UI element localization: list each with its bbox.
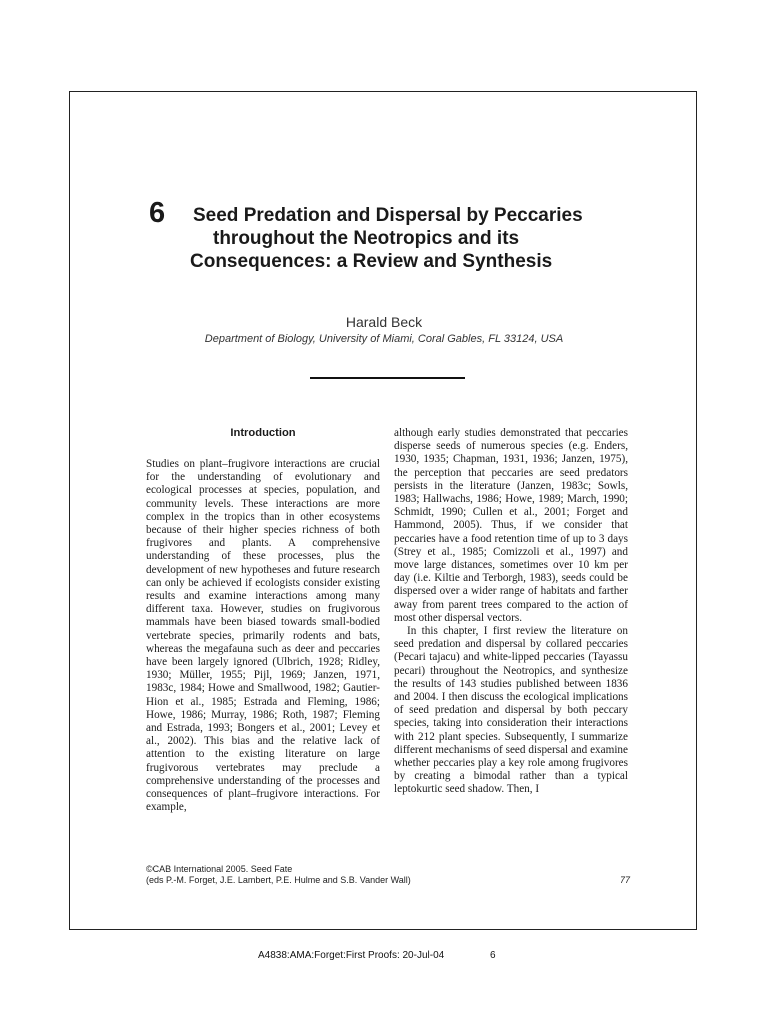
title-divider xyxy=(310,377,465,379)
page-number: 77 xyxy=(619,875,630,885)
author-name: Harald Beck xyxy=(345,314,423,330)
section-heading: Introduction xyxy=(230,427,296,439)
chapter-title-line: throughout the Neotropics and its xyxy=(213,228,520,249)
chapter-number: 6 xyxy=(149,197,166,229)
proof-label: A4838:AMA:Forget:First Proofs: 20-Jul-04 xyxy=(258,950,445,961)
body-paragraph: although early studies demonstrated that peccaries disperse seeds of numerous species (e.g. Enders, 1930, 1935; Chapman, 1931, 1936; Janzen, 1975), the perception that peccaries are seed predators persists in the literature (Janzen, 1983c; Sowls, 1983; Hallwachs, 1986; Howe, 1989; March, 1990; Schmidt, 1990; Cullen et al., 2001; Forget and Hammond, 2005). Thus, if we consider that peccaries have a food retention time of up to 3 days (Strey et al., 1985; Comizzoli et al., 1997) and move large distances, sometimes over 10 km per day (i.e. Kiltie and Terborgh, 1983), seeds could be dispersed over a wider range of habitats and farther away from parent trees compared to the action of most other dispersal vectors. xyxy=(394,427,628,624)
chapter-title-line: Consequences: a Review and Synthesis xyxy=(190,251,553,272)
left-column xyxy=(146,427,380,814)
body-paragraph: Studies on plant–frugivore interactions are crucial for the understanding of evolutionary and ecological processes at species, population, and community levels. These interactions are more complex in the tropics than in other ecosystems because of their higher species richness of both frugivores and plants. A comprehensive understanding of these processes, plus the development of new hypotheses and future research can only be achieved if ecologists consider existing results and examine interactions among many different taxa. However, studies on frugivorous mammals have been biased towards small-bodied vertebrate species, primarily rodents and bats, whereas the megafauna such as deer and peccaries have been largely ignored (Ulbrich, 1928; Ridley, 1930; Müller, 1955; Pijl, 1969; Janzen, 1971, 1983c, 1984; Howe and Smallwood, 1982; Gautier-Hion et al., 1985; Estrada and Fleming, 1986; Howe, 1986; Murray, 1986; Roth, 1987; Fleming and Estrada, 1993; Bongers et al., 2001; Levey et al., 2002). This bias and the relative lack of attention to the existing literature on large frugivorous vertebrates may preclude a comprehensive understanding of the processes and consequences of plant–frugivore interactions. For example, xyxy=(146,458,380,814)
right-column xyxy=(394,427,628,797)
proof-number: 6 xyxy=(489,950,496,961)
page-footer xyxy=(146,864,630,886)
editors-line: (eds P.-M. Forget, J.E. Lambert, P.E. Hulme and S.B. Vander Wall) xyxy=(146,875,411,885)
author-affiliation: Department of Biology, University of Miami, Coral Gables, FL 33124, USA xyxy=(204,333,564,345)
chapter-title-line: Seed Predation and Dispersal by Peccaries xyxy=(193,205,583,226)
copyright-line: ©CAB International 2005. Seed Fate xyxy=(146,864,293,874)
chapter-title xyxy=(190,204,653,273)
body-paragraph: In this chapter, I first review the literature on seed predation and dispersal by collared peccaries (Pecari tajacu) and white-lipped peccaries (Tayassu pecari) throughout the Neotropics, and synthesize the results of 143 studies published between 1836 and 2004. I then discuss the ecological implications of seed predation and dispersal by both peccary species, taking into consideration their interactions with 212 plant species. Subsequently, I summarize different mechanisms of seed dispersal and examine whether peccaries play a key role among frugivores by creating a bimodal rather than a typical leptokurtic seed shadow. Then, I xyxy=(394,625,628,796)
proof-stamp xyxy=(258,950,496,961)
